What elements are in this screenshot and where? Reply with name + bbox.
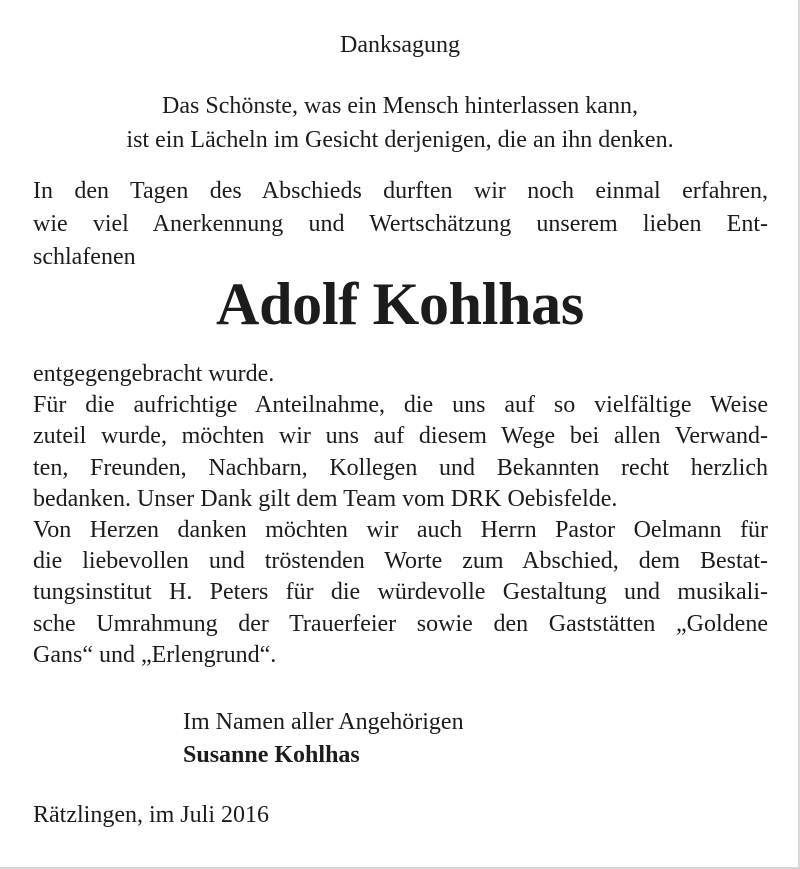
signer-name: Susanne Kohlhas [183,742,360,768]
body-line: zuteil wurde, möchten wir uns auf diesem Wege bei allen Verwand- [33,423,768,450]
intro-paragraph [33,175,768,274]
intro-line: wie viel Anerkennung und Wertschätzung unserem lieben Ent- [33,211,768,237]
intro-line: In den Tagen des Abschieds durften wir noch einmal erfahren, [33,178,768,204]
motto-line: Das Schönste, was ein Mensch hinterlassen kann, [162,93,638,119]
body-line: Gans“ und „Erlengrund“. [33,641,277,668]
body-paragraph [33,359,768,671]
closing-signature [183,706,464,772]
motto-line: ist ein Lächeln im Gesicht derjenigen, die an ihn denken. [126,127,674,153]
motto-quote [0,89,800,157]
notice-heading: Danksagung [340,32,460,58]
body-line: die liebevollen und tröstenden Worte zum Abschied, dem Bestat- [33,548,768,575]
body-line: Von Herzen danken möchten wir auch Herrn Pastor Oelmann für [33,517,768,544]
body-line: tungsinstitut H. Peters für die würdevolle Gestaltung und musikali- [33,579,768,606]
body-line: sche Umrahmung der Trauerfeier sowie den Gaststätten „Goldene [33,610,768,637]
closing-group: Im Namen aller Angehörigen [183,709,464,735]
deceased-name: Adolf Kohlhas [216,271,584,337]
body-line: ten, Freunden, Nachbarn, Kollegen und Bekannten recht herzlich [33,454,768,481]
body-line: Für die aufrichtige Anteilnahme, die uns auf so vielfältige Weise [33,392,768,419]
intro-line: schlafenen [33,244,136,270]
body-line: bedanken. Unser Dank gilt dem Team vom DRK Oebisfelde. [33,485,618,512]
place-date: Rätzlingen, im Juli 2016 [33,802,269,828]
body-line: entgegengebracht wurde. [33,361,275,387]
